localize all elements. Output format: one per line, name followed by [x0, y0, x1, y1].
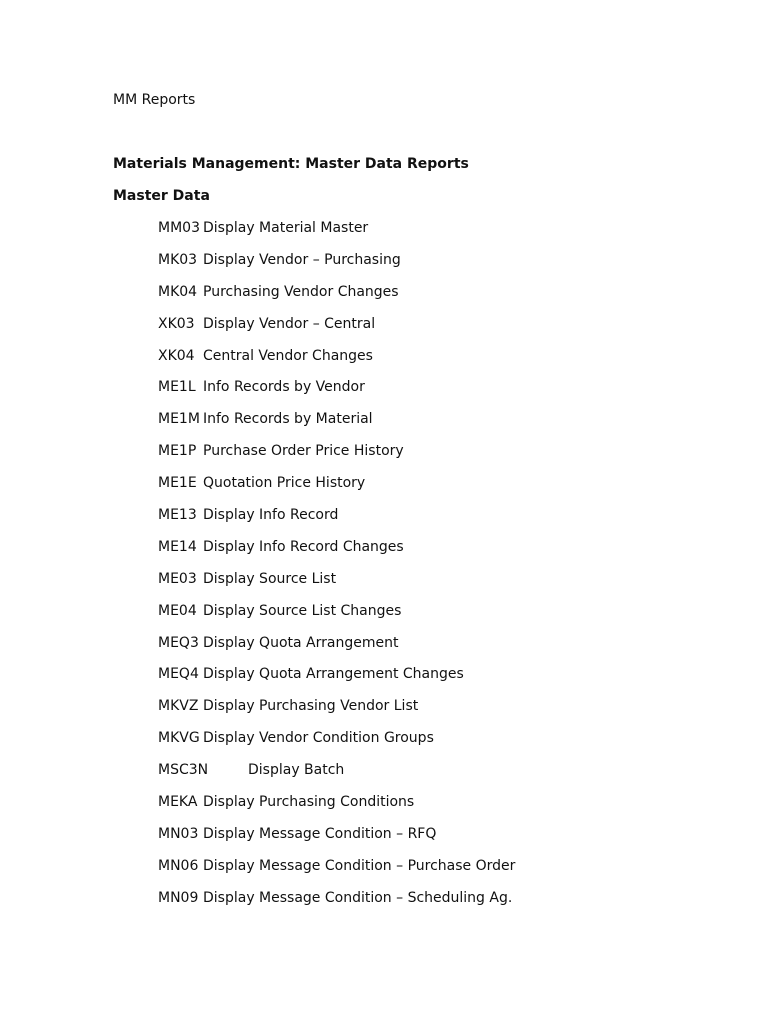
transaction-code: ME04 [158, 602, 197, 619]
transaction-description: Display Purchasing Vendor List [203, 698, 419, 715]
transaction-code: MKVG [158, 730, 200, 747]
transaction-description: Central Vendor Changes [203, 347, 373, 364]
transaction-description: Display Source List [203, 570, 337, 587]
transaction-code: ME1M [158, 411, 200, 428]
transaction-code: MKVZ [158, 698, 199, 715]
transaction-code: MEKA [158, 794, 198, 811]
transaction-code: ME03 [158, 570, 197, 587]
transaction-description: Quotation Price History [203, 475, 366, 492]
transaction-code: XK04 [158, 347, 195, 364]
transaction-code: XK03 [158, 315, 195, 332]
transaction-code: MM03 [158, 220, 200, 236]
transaction-description: Display Message Condition – Purchase Order [203, 857, 516, 874]
transaction-description: Display Purchasing Conditions [203, 794, 415, 811]
transaction-code: MEQ3 [158, 634, 199, 651]
transaction-description: Display Material Master [203, 220, 369, 236]
transaction-code: MN06 [158, 857, 199, 874]
transaction-code: ME14 [158, 538, 197, 555]
transaction-description: Display Vendor – Purchasing [203, 251, 401, 268]
transaction-code: ME13 [158, 507, 197, 524]
transaction-description: Display Info Record [203, 507, 339, 524]
transaction-code: ME1L [158, 379, 196, 396]
transaction-description: Display Batch [248, 762, 345, 779]
transaction-description: Display Vendor Condition Groups [203, 730, 434, 747]
transaction-description: Purchase Order Price History [203, 443, 404, 460]
transaction-code: ME1E [158, 475, 197, 492]
transaction-description: Display Vendor – Central [203, 315, 376, 332]
section-heading: Materials Management: Master Data Reports [113, 156, 469, 172]
transaction-description: Display Quota Arrangement [203, 634, 399, 651]
transaction-description: Display Info Record Changes [203, 538, 404, 555]
transaction-description: Info Records by Vendor [203, 379, 365, 396]
transaction-description: Info Records by Material [203, 411, 373, 428]
transaction-description: Display Quota Arrangement Changes [203, 666, 464, 683]
transaction-code: MK04 [158, 283, 198, 300]
transaction-description: Display Message Condition – RFQ [203, 825, 437, 842]
document-title: MM Reports [113, 92, 196, 108]
transaction-description: Display Message Condition – Scheduling Ag. [203, 889, 513, 906]
transaction-description: Display Source List Changes [203, 602, 402, 619]
transaction-code: MEQ4 [158, 666, 199, 683]
transaction-code: MSC3N [158, 762, 209, 779]
transaction-description: Purchasing Vendor Changes [203, 283, 399, 300]
transaction-code: MN09 [158, 889, 199, 906]
transaction-code: MN03 [158, 825, 199, 842]
transaction-code: MK03 [158, 251, 198, 268]
subsection-heading: Master Data [113, 188, 210, 204]
transaction-code: ME1P [158, 443, 197, 460]
